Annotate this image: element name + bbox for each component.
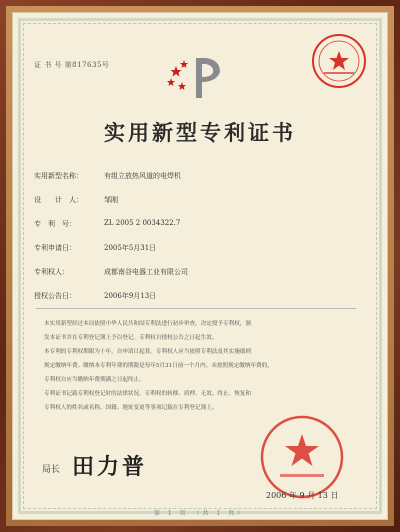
- seal-date: 2006 年 9 月 13 日: [266, 491, 339, 500]
- field-label-patent-number: 专 利 号：: [34, 220, 76, 228]
- field-value-designer: 邹刚: [104, 196, 118, 204]
- certificate-paper: [12, 12, 388, 520]
- body-paragraph: 本实用新型经过本局依照中华人民共和国专利法进行初步审查，决定授予专利权，颁: [44, 321, 251, 327]
- field-label-filing-date: 专利申请日：: [34, 244, 76, 252]
- field-value-patentee: 成都南谷电器工业有限公司: [104, 268, 188, 276]
- field-value-filing-date: 2005年5月31日: [104, 244, 157, 252]
- field-label-grant-date: 授权公告日：: [34, 292, 76, 300]
- field-value-patent-number: ZL 2005 2 0034322.7: [104, 219, 181, 227]
- director-signature: 田力普: [72, 454, 148, 480]
- body-paragraph: 专利证书记载专利权登记时的法律状况。专利权的转移、质押、无效、终止、恢复和: [44, 391, 251, 397]
- field-label-patentee: 专利权人：: [34, 268, 69, 276]
- top-right-seal-icon: [310, 32, 368, 90]
- field-label-designer: 设 计 人：: [34, 196, 83, 204]
- body-paragraph: 专利权人的姓名或名称、国籍、地址变更等事项记载在专利登记簿上。: [44, 405, 218, 411]
- patent-office-seal-icon: [244, 414, 360, 500]
- body-text-block: [44, 317, 364, 415]
- signer-label: 局长: [42, 465, 61, 475]
- body-paragraph: 发本证书并在专利登记簿上予以登记。专利权自授权公告之日起生效。: [44, 335, 218, 341]
- field-label-invention-name: 实用新型名称：: [34, 172, 83, 180]
- field-value-invention-name: 有组立放热风道的电焊机: [104, 172, 181, 180]
- field-value-grant-date: 2006年9月13日: [104, 292, 157, 300]
- body-paragraph: 本专利的专利权期限为十年，自申请日起算。专利权人应当依照专利法及其实施细则: [44, 349, 251, 355]
- body-paragraph: 专利权自应当缴纳年费期满之日起终止。: [44, 377, 145, 383]
- certificate-title: 实用新型专利证书: [104, 120, 296, 145]
- certificate-number: 证 书 号 第817635号: [34, 61, 110, 69]
- patent-office-logo-icon: [162, 54, 234, 102]
- page-footer: 第 1 页 （共 1 页）: [153, 510, 247, 517]
- body-paragraph: 规定缴纳年费。缴纳本专利年费的期限是每年5月31日前一个月内。未按照规定缴纳年费的，: [44, 363, 273, 369]
- section-divider: [36, 308, 356, 309]
